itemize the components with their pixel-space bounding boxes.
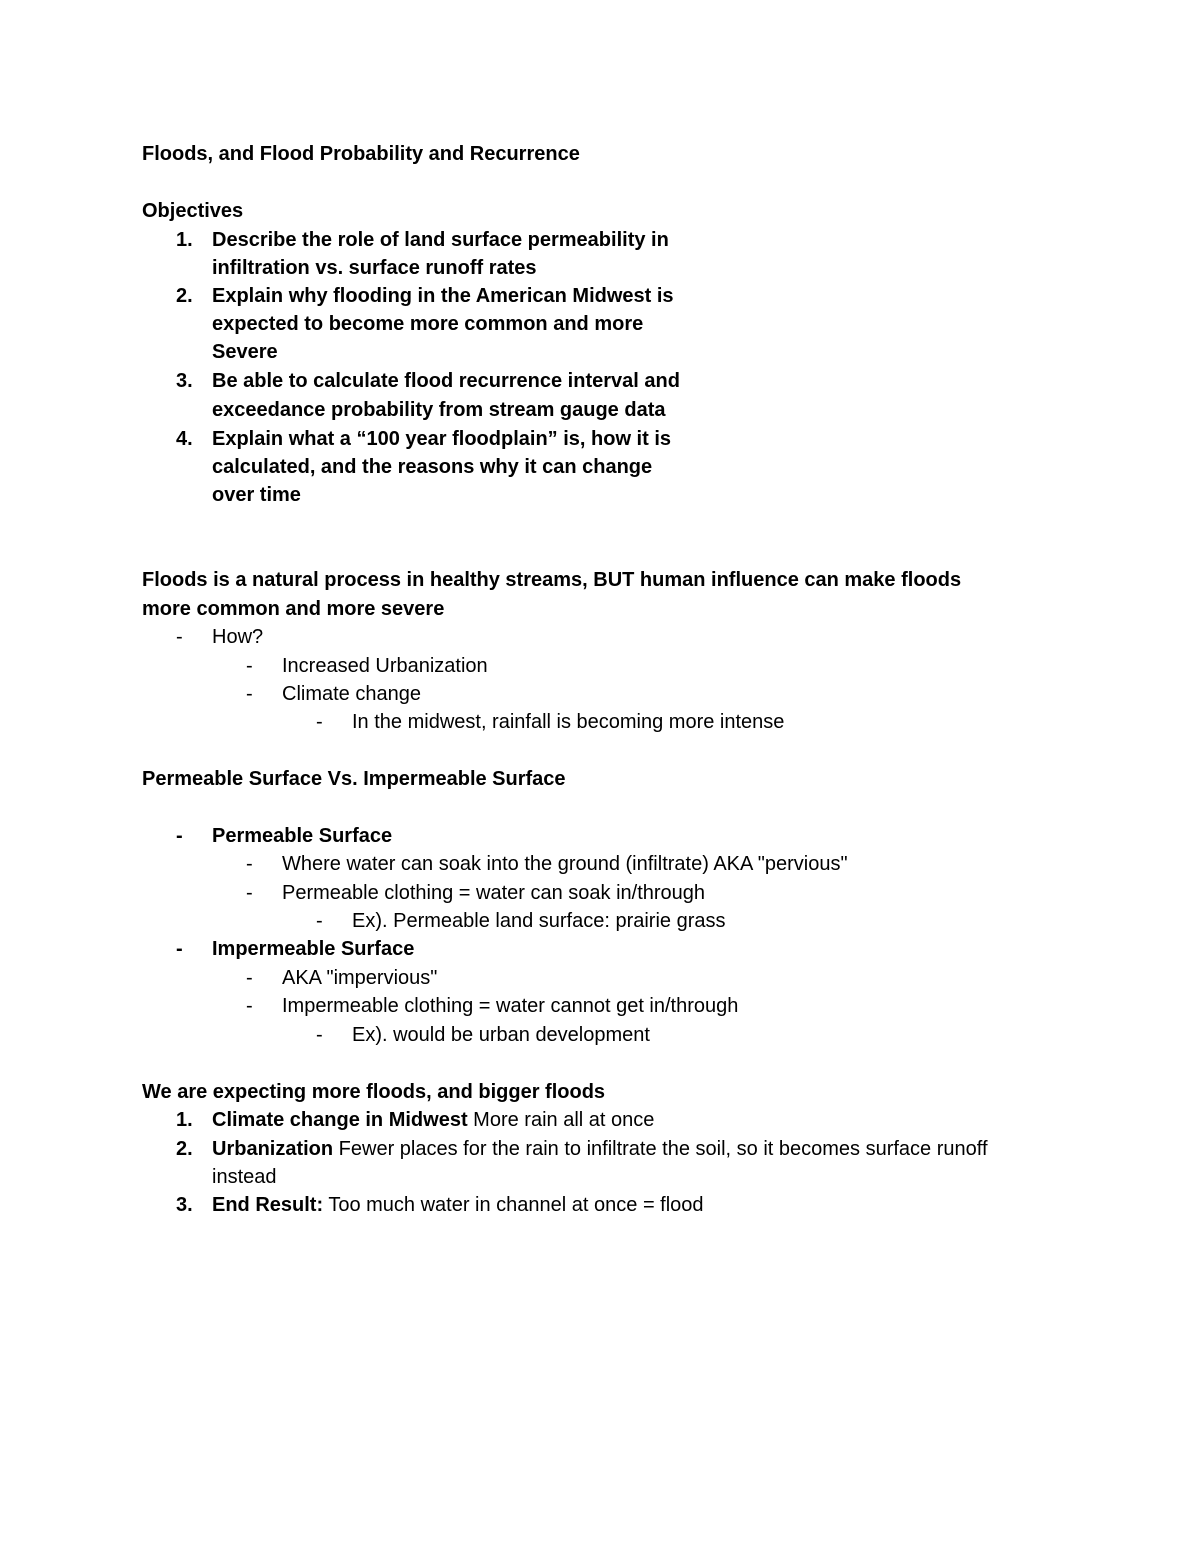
expectation-item	[212, 1135, 988, 1163]
bullet-dash: -	[176, 938, 183, 960]
list-item: How?	[212, 626, 264, 648]
expectation-number: 2.	[176, 1138, 193, 1160]
bullet-dash: -	[246, 853, 253, 875]
bullet-dash: -	[316, 910, 323, 932]
expectation-bold: End Result:	[212, 1194, 324, 1216]
list-item: Ex). would be urban development	[352, 1024, 650, 1046]
list-item: Climate change	[282, 683, 421, 705]
bullet-dash: -	[246, 995, 253, 1017]
list-item: Where water can soak into the ground (infiltrate) AKA "pervious"	[282, 853, 848, 875]
objective-number: 1.	[176, 229, 193, 251]
objective-number: 3.	[176, 370, 193, 392]
objective-text: exceedance probability from stream gauge data	[212, 399, 666, 421]
bullet-dash: -	[316, 711, 323, 733]
expectation-continuation: instead	[212, 1166, 277, 1188]
list-item: Permeable clothing = water can soak in/through	[282, 882, 706, 904]
impermeable-label: Impermeable Surface	[212, 938, 415, 960]
objective-number: 2.	[176, 285, 193, 307]
list-item: Increased Urbanization	[282, 655, 488, 677]
objective-text: Describe the role of land surface permeability in	[212, 229, 669, 251]
list-item: Ex). Permeable land surface: prairie grass	[352, 910, 726, 932]
objective-text: calculated, and the reasons why it can change	[212, 456, 653, 478]
bullet-dash: -	[246, 655, 253, 677]
bullet-dash: -	[176, 626, 183, 648]
bullet-dash: -	[316, 1024, 323, 1046]
objective-text: Explain why flooding in the American Midwest is	[212, 285, 674, 307]
objective-text: infiltration vs. surface runoff rates	[212, 257, 537, 279]
expectation-bold: Urbanization	[212, 1138, 334, 1160]
section-heading-natural-process: more common and more severe	[142, 598, 445, 620]
objective-text: Severe	[212, 341, 278, 363]
bullet-dash: -	[246, 967, 253, 989]
list-item: AKA "impervious"	[282, 967, 438, 989]
objective-text: over time	[212, 484, 301, 506]
permeable-label: Permeable Surface	[212, 825, 393, 847]
objective-text: Be able to calculate flood recurrence interval and	[212, 370, 680, 392]
bullet-dash: -	[176, 825, 183, 847]
expectation-text: More rain all at once	[467, 1109, 655, 1131]
bullet-dash: -	[246, 882, 253, 904]
expectation-text: Too much water in channel at once = flood	[323, 1194, 704, 1216]
bullet-dash: -	[246, 683, 253, 705]
objective-text: Explain what a “100 year floodplain” is, how it is	[212, 428, 672, 450]
expectation-item	[212, 1106, 654, 1134]
section-heading-surfaces: Permeable Surface Vs. Impermeable Surface	[142, 768, 566, 790]
section-heading-expectations: We are expecting more floods, and bigger floods	[142, 1081, 606, 1103]
objective-text: expected to become more common and more	[212, 313, 644, 335]
objectives-heading: Objectives	[142, 200, 244, 222]
expectation-item	[212, 1191, 704, 1219]
expectation-number: 3.	[176, 1194, 193, 1216]
expectation-number: 1.	[176, 1109, 193, 1131]
list-item: Impermeable clothing = water cannot get in/through	[282, 995, 739, 1017]
list-item: In the midwest, rainfall is becoming more intense	[352, 711, 785, 733]
expectation-bold: Climate change in Midwest	[212, 1109, 468, 1131]
document-title: Floods, and Flood Probability and Recurrence	[142, 143, 580, 165]
expectation-text: Fewer places for the rain to infiltrate the soil, so it becomes surface runoff	[333, 1138, 988, 1160]
section-heading-natural-process: Floods is a natural process in healthy streams, BUT human influence can make floods	[142, 569, 962, 591]
objective-number: 4.	[176, 428, 193, 450]
